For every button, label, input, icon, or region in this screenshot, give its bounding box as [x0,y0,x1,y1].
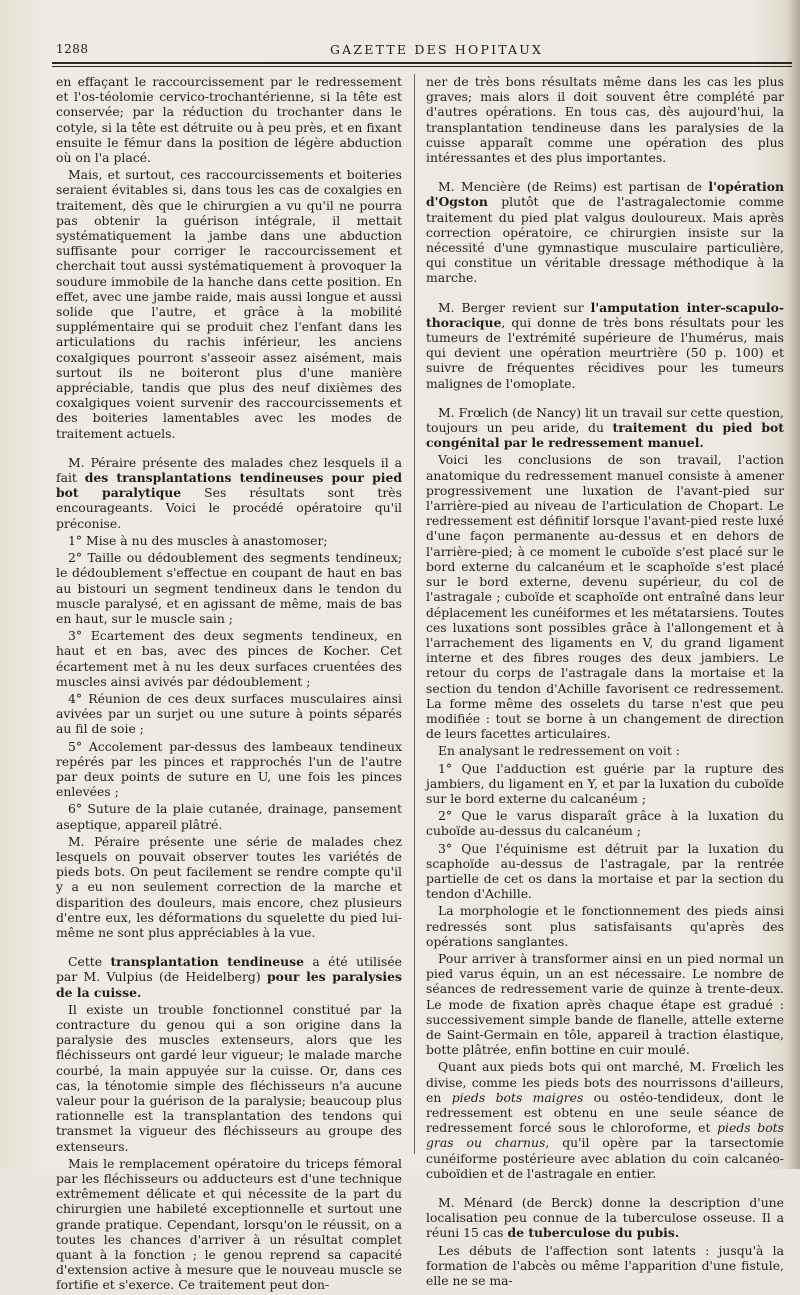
paragraph: Mais, et surtout, ces raccourcissements et boiteries seraient évitables si, dans tous les cas de coxalgies en traitement, dès que le chirurgien a vu qu'il ne pourra pas obtenir la guérison intégrale, il mettait systématiquement la jambe dans une abduction suffisante pour corriger le raccourcissement et cherchait tout aussi systématiquement à provoquer la soudure immobile de la hanche dans cette position. En effet, avec une jambe raide, mais aussi longue et aussi solide que l'autre, et grâce à la mobilité supplémentaire qui se produit chez l'enfant dans les articulations du rachis inférieur, les anciens coxalgiques pourront s'asseoir assez aisément, mais surtout ils ne boiteront plus d'une manière appréciable, tandis que plus des neuf dixièmes des coxalgiques voient survenir des raccourcissements et des boiteries lamentables avec les modes de traitement actuels. [56,167,402,441]
header-rule-thin [52,66,792,67]
binding-shadow [786,0,800,1169]
paragraph: 3° Que l'équinisme est détruit par la luxation du scaphoïde au-dessus de l'astragale, par la rentrée partielle de cet os dans la mortaise et par la section du tendon d'Achille. [426,840,784,902]
paragraph [426,405,784,451]
paragraph-text: ou ostéo-tendideux, dont le redressement est obtenu en une seule séance de redressement forcé sous le chloroforme, et [426,1089,784,1136]
paragraph: 2° Taille ou dédoublement des segments tendineux; le dédoublement s'effectue en coupant de haut en bas au bistouri un segment tendineux dans le tendon du muscle paralysé, et en agissant de même, mais de bas en haut, sur le muscle sain ; [56,550,402,626]
bold-heading: transplantation tendineuse [110,954,305,970]
paragraph: La morphologie et le fonctionnement des pieds ainsi redressés sont plus satisfaisants qu'après des opérations sanglantes. [426,903,784,949]
paragraph: 1° Que l'adduction est guérie par la rupture des jambiers, du ligament en Y, et par la luxation du cuboïde sur le bord externe du calcanéum ; [426,760,784,806]
paragraph: 5° Accolement par-dessus des lambeaux tendineux repérés par les pinces et rapprochés l'un de l'autre par deux points de suture en U, une fois les pinces enlevées ; [56,738,402,800]
bold-heading: des transplantations tendineuses pour pied bot paralytique [56,470,402,501]
paragraph: 4° Réunion de ces deux surfaces musculaires ainsi avivées par un surjet ou une suture à points séparés au fil de soie ; [56,690,402,737]
paragraph-text: Quant aux pieds bots qui ont marché, M. Frœlich les divise, comme les pieds bots des nourrissons d'ailleurs, en [426,1059,784,1105]
paragraph [426,300,784,391]
paragraph: Il existe un trouble fonctionnel constitué par la contracture du genou qui a son origine dans la paralysie des muscles extenseurs, alors que les fléchisseurs ont gardé leur vigueur; le malade marche courbé, la main appuyée sur la cuisse. Or, dans ces cas, la ténotomie simple des fléchisseurs n'a aucune valeur pour la guérison de la paralysie; beaucoup plus rationnelle est la transplantation des tendons qui transmet la vigueur des fléchisseurs au groupe des extenseurs. [56,1001,402,1154]
paragraph: Mais le remplacement opératoire du triceps fémoral par les fléchisseurs ou adducteurs est d'une technique extrêmement délicate et qui nécessite de la part du chirurgien une habileté exceptionnelle et surtout une grande pratique. Cependant, lorsqu'on le réussit, on a toutes les chances d'arriver à un résultat complet quant à la fonction ; le genou reprend sa capacité d'extension active à mesure que le nouveau muscle se fortifie et s'exerce. Ce traitement peut don- [56,1155,402,1293]
paragraph [426,1195,784,1241]
running-title: GAZETTE DES HOPITAUX [330,42,544,57]
header-rule [52,62,792,64]
paragraph: Voici les conclusions de son travail, l'action anatomique du redressement manuel consiste à amener progressivement une luxation de l'avant-pied sur l'arrière-pied au niveau de l'articulation de Chopart. Le redressement est définitif lorsque l'avant-pied reste luxé d'une façon permanente au-dessus et en dehors de l'arrière-pied; à ce moment le cuboïde s'est placé sur le bord externe du calcanéum et le scaphoïde s'est placé sur le bord externe, devenu supérieur, du col de l'astragale ; cuboïde et scaphoïde ont entraîné dans leur déplacement les cunéiformes et les métatarsiens. Toutes ces luxations sont possibles grâce à l'allongement et à l'arrachement des ligaments en V, du grand ligament interne et des fibres rouges des deux jambiers. Le retour du corps de l'astragale dans la mortaise et la section du tendon d'Achille favorisent ce redressement. La forme même des osselets du tarse n'est que peu modifiée : tout se borne à un changement de direction de leurs facettes articulaires. [426,452,784,742]
paragraph-text: , qui donne de très bons résultats pour les tumeurs de l'extrémité supérieure de l'humérus, mais qui devient une opération meurtrière (50 p. 100) et suivre de fréquentes récidives pour les tumeurs malignes de l'omoplate. [426,314,784,391]
italic-term: pieds bots gras ou charnus [426,1120,784,1151]
left-column [56,74,402,1295]
paragraph: Pour arriver à transformer ainsi en un pied normal un pied varus équin, un an est nécessaire. Le nombre de séances de redressement varie de quinze à trente-deux. Le mode de fixation après chaque étape est gradué : successivement simple bande de flanelle, attelle externe de Saint-Germain en tôle, appareil à traction élastique, botte plâtrée, enfin bottine en cuir moulé. [426,950,784,1058]
paragraph: M. Péraire présente une série de malades chez lesquels on pouvait observer toutes les variétés de pieds bots. On peut facilement se rendre compte qu'il y a eu non seulement correction de la marche et disparition des douleurs, mais encore, chez plusieurs d'entre eux, les déformations du squelette du pied lui-même ne sont plus appréciables à la vue. [56,833,402,940]
bold-heading: l'amputation inter-scapulo-thoracique [426,299,784,330]
paragraph [426,1059,784,1181]
bold-heading: pour les paralysies de la cuisse. [56,969,402,1000]
paragraph-text: M. Péraire présente des malades chez lesquels il a fait [56,454,402,486]
paragraph-text: M. Mencière (de Reims) est partisan de [438,179,709,195]
paragraph [56,455,402,531]
paragraph: Les débuts de l'affection sont latents : jusqu'à la formation de l'abcès ou même l'apparition d'une fistule, elle ne se ma- [426,1242,784,1289]
right-column [426,74,784,1290]
paragraph: 2° Que le varus disparaît grâce à la luxation du cuboïde au-dessus du calcanéum ; [426,808,784,839]
paragraph: 6° Suture de la plaie cutanée, drainage, pansement aseptique, appareil plâtré. [56,801,402,832]
paragraph-text: M. Ménard (de Berck) donne la description d'une localisation peu connue de la tuberculose osseuse. Il a réuni 15 cas [426,1195,784,1241]
column-divider [414,74,415,1154]
paragraph-text: , qu'il opère par la tarsectomie cunéiforme postérieure avec ablation du coin calcanéo-cuboïdien et de l'astragale en entier. [426,1135,784,1181]
paragraph-text: Cette [68,954,111,970]
paragraph [426,179,784,285]
bold-heading: de tuberculose du pubis. [507,1225,680,1241]
paragraph-text: M. Berger revient sur [438,299,591,315]
paragraph: 1° Mise à nu des muscles à anastomoser; [68,532,328,548]
italic-term: pieds bots maigres [451,1089,584,1105]
paragraph-text: M. Frœlich (de Nancy) lit un travail sur cette question, toujours un peu aride, du [426,404,784,436]
paragraph: ner de très bons résultats même dans les cas les plus graves; mais alors il doit souvent être complété par d'autres opérations. En tous cas, dès aujourd'hui, la transplantation tendineuse dans les paralysies de la cuisse apparaît comme une opération des plus intéressantes et des plus importantes. [426,74,784,166]
page-header [48,38,800,58]
bold-heading: l'opération d'Ogston [426,179,784,210]
paragraph: 3° Ecartement des deux segments tendineux, en haut et en bas, avec des pinces de Kocher. Cet écartement met à nu les deux surfaces cruentées des muscles ainsi avivés par dédoublement ; [56,628,402,689]
paragraph: en effaçant le raccourcissement par le redressement et l'os-téolomie cervico-trochantérienne, si la tête est conservée; par la réduction du trochanter dans le cotyle, si la tête est détruite ou à peu près, et en fixant ensuite le fémur dans la position de légère abduction où on l'a placé. [56,74,402,166]
paragraph-text: a été utilisée par M. Vulpius (de Heidelberg) [56,954,402,985]
paragraph [56,954,402,1000]
paragraph-text: plutôt que de l'astragalectomie comme traitement du pied plat valgus douloureux. Mais après correction opératoire, ce chirurgien insiste sur la nécessité d'une gymnastique musculaire particulière, qui constitue un véritable dressage méthodique à la marche. [426,194,784,286]
bold-heading: traitement du pied bot congénital par le redressement manuel. [426,420,784,451]
page-number: 1288 [56,42,89,56]
paragraph: En analysant le redressement on voit : [438,743,680,759]
paragraph-text: Ses résultats sont très encourageants. Voici le procédé opératoire qu'il préconise. [56,485,402,531]
